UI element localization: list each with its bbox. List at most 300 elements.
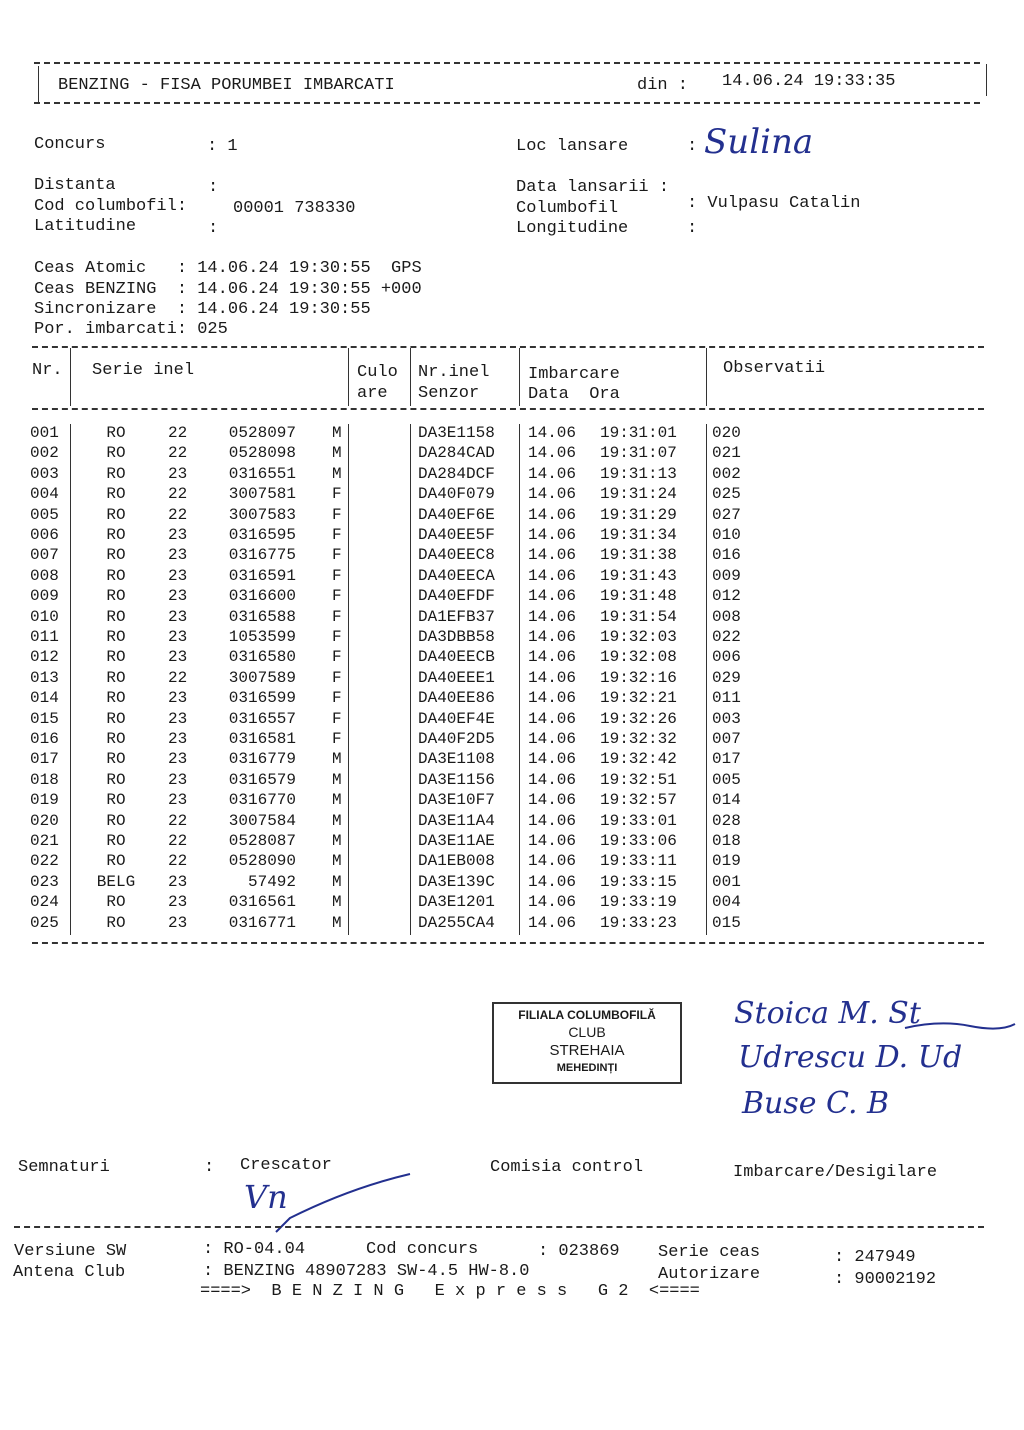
cell-tara: RO — [106, 689, 126, 708]
row-separator — [70, 608, 71, 629]
ceas-benzing-line: Ceas BENZING : 14.06.24 19:30:55 +000 — [34, 280, 422, 299]
cell-senzor: DA3E1201 — [418, 893, 495, 912]
row-separator — [706, 730, 707, 751]
row-separator — [706, 791, 707, 812]
cell-obs: 017 — [712, 750, 741, 769]
concurs-value: : 1 — [207, 137, 238, 156]
row-separator — [348, 424, 349, 445]
cell-data: 14.06 — [528, 893, 577, 912]
row-separator — [706, 424, 707, 445]
table-row — [0, 791, 1000, 811]
row-separator — [410, 771, 411, 792]
row-separator — [70, 689, 71, 710]
distanta-label: Distanta — [34, 176, 116, 195]
cell-sex: F — [332, 668, 342, 687]
cell-obs: 001 — [712, 872, 741, 891]
cell-sex: M — [332, 750, 342, 769]
cell-sex: M — [332, 444, 342, 463]
row-separator — [706, 526, 707, 547]
semnaturi-sep: : — [204, 1158, 215, 1177]
cell-obs: 007 — [712, 730, 741, 748]
cell-obs: 008 — [712, 607, 741, 626]
longitudine-sep: : — [687, 219, 698, 238]
row-separator — [519, 750, 520, 771]
row-separator — [348, 750, 349, 771]
cell-ora: 19:31:07 — [600, 444, 677, 463]
cell-senzor: DA40EF6E — [418, 505, 495, 524]
cell-ora: 19:32:03 — [600, 628, 677, 646]
cell-obs: 006 — [712, 648, 741, 667]
cell-obs: 021 — [712, 444, 741, 463]
row-separator — [410, 587, 411, 608]
cell-obs: 015 — [712, 913, 741, 932]
cell-senzor: DA1EB008 — [418, 852, 495, 871]
row-separator — [706, 832, 707, 853]
cell-inel: 0316588 — [228, 607, 296, 626]
table-row — [0, 710, 1000, 730]
cell-data: 14.06 — [528, 770, 577, 789]
cell-senzor: DA3E11AE — [418, 832, 495, 850]
col-header-imbarcare-2: Data Ora — [528, 385, 620, 404]
cell-tara: RO — [106, 505, 126, 524]
cell-senzor: DA40EEE1 — [418, 668, 495, 687]
cell-tara: RO — [106, 791, 126, 810]
cell-an: 23 — [168, 770, 188, 789]
cell-obs: 011 — [712, 689, 741, 708]
row-separator — [410, 526, 411, 547]
header-bottom-border — [34, 102, 980, 104]
cod-columbofil-value: 00001 738330 — [233, 199, 356, 218]
imbarcare-desigilare-label: Imbarcare/Desigilare — [733, 1163, 938, 1182]
cell-obs: 018 — [712, 832, 741, 850]
row-separator — [348, 648, 349, 669]
row-separator — [519, 465, 520, 486]
cell-nr: 016 — [30, 730, 59, 748]
header-top-border — [34, 62, 980, 64]
latitudine-label: Latitudine — [34, 217, 137, 236]
cell-an: 23 — [168, 689, 188, 708]
row-separator — [410, 669, 411, 690]
row-separator — [348, 526, 349, 547]
cell-data: 14.06 — [528, 791, 577, 810]
table-row — [0, 812, 1000, 832]
cell-ora: 19:33:01 — [600, 811, 677, 830]
cod-concurs-value: : 023869 — [538, 1242, 620, 1261]
col-header-nr: Nr. — [32, 361, 63, 380]
cell-an: 23 — [168, 648, 188, 667]
cell-inel: 0316551 — [228, 464, 296, 483]
cell-data: 14.06 — [528, 505, 577, 524]
cell-tara: RO — [106, 648, 126, 667]
cell-nr: 001 — [30, 424, 59, 442]
row-separator — [70, 546, 71, 567]
row-separator — [519, 628, 520, 649]
cell-senzor: DA40EEC8 — [418, 546, 495, 565]
cell-data: 14.06 — [528, 464, 577, 483]
row-separator — [70, 873, 71, 894]
row-separator — [70, 506, 71, 527]
cell-tara: RO — [106, 852, 126, 871]
cell-an: 22 — [168, 832, 188, 850]
row-separator — [410, 608, 411, 629]
table-bottom-border — [32, 942, 984, 944]
row-separator — [348, 506, 349, 527]
cell-obs: 003 — [712, 709, 741, 728]
cell-tara: RO — [106, 832, 126, 850]
table-row — [0, 669, 1000, 689]
table-row — [0, 546, 1000, 566]
row-separator — [410, 852, 411, 873]
cell-senzor: DA3E139C — [418, 872, 495, 891]
cell-tara: RO — [106, 750, 126, 769]
concurs-label: Concurs — [34, 135, 106, 154]
cell-ora: 19:32:42 — [600, 750, 677, 769]
cod-concurs-label: Cod concurs — [366, 1240, 479, 1259]
cell-inel: 0316775 — [228, 546, 296, 565]
cell-ora: 19:32:57 — [600, 791, 677, 810]
cell-senzor: DA3E1158 — [418, 424, 495, 442]
cell-senzor: DA3DBB58 — [418, 628, 495, 646]
row-separator — [70, 771, 71, 792]
row-separator — [410, 791, 411, 812]
antena-label: Antena Club — [13, 1263, 126, 1282]
autorizare-value: : 90002192 — [834, 1270, 937, 1289]
row-separator — [706, 485, 707, 506]
cell-ora: 19:32:21 — [600, 689, 677, 708]
row-separator — [706, 506, 707, 527]
header-din-label: din : — [637, 76, 689, 95]
cell-tara: RO — [106, 424, 126, 442]
cell-sex: F — [332, 607, 342, 626]
cell-ora: 19:32:26 — [600, 709, 677, 728]
loc-lansare-label: Loc lansare — [516, 137, 629, 156]
cell-ora: 19:31:38 — [600, 546, 677, 565]
row-separator — [410, 465, 411, 486]
row-separator — [410, 689, 411, 710]
cell-data: 14.06 — [528, 689, 577, 708]
cell-data: 14.06 — [528, 872, 577, 891]
cell-tara: RO — [106, 485, 126, 504]
table-row — [0, 750, 1000, 770]
cell-senzor: DA284DCF — [418, 464, 495, 483]
row-separator — [410, 546, 411, 567]
row-separator — [706, 608, 707, 629]
cell-data: 14.06 — [528, 750, 577, 769]
longitudine-label: Longitudine — [516, 219, 629, 238]
row-separator — [706, 750, 707, 771]
cell-sex: F — [332, 730, 342, 748]
row-separator — [519, 546, 520, 567]
row-separator — [519, 608, 520, 629]
row-separator — [706, 852, 707, 873]
cell-nr: 022 — [30, 852, 59, 871]
row-separator — [519, 852, 520, 873]
cell-sex: F — [332, 587, 342, 606]
cell-sex: M — [332, 852, 342, 871]
cell-an: 23 — [168, 607, 188, 626]
row-separator — [519, 791, 520, 812]
cell-nr: 005 — [30, 505, 59, 524]
row-separator — [519, 812, 520, 833]
table-sep-culoare — [410, 348, 411, 406]
stamp-line-4: MEHEDINȚI — [556, 1062, 618, 1074]
cell-nr: 019 — [30, 791, 59, 810]
cell-sex: F — [332, 546, 342, 565]
signature-crescator: Vn — [244, 1178, 288, 1216]
cell-data: 14.06 — [528, 648, 577, 667]
cell-sex: F — [332, 526, 342, 544]
cell-ora: 19:32:32 — [600, 730, 677, 748]
header-din-value: 14.06.24 19:33:35 — [722, 72, 896, 91]
cell-sex: M — [332, 464, 342, 483]
signature-underline — [900, 1016, 1020, 1036]
cell-sex: F — [332, 628, 342, 646]
row-separator — [410, 506, 411, 527]
cell-data: 14.06 — [528, 424, 577, 442]
cell-ora: 19:33:11 — [600, 852, 677, 871]
cell-tara: RO — [106, 893, 126, 912]
cell-tara: RO — [106, 566, 126, 585]
cell-data: 14.06 — [528, 668, 577, 687]
row-separator — [70, 669, 71, 690]
cell-sex: M — [332, 893, 342, 912]
row-separator — [519, 648, 520, 669]
columbofil-label: Columbofil — [516, 199, 619, 218]
cell-senzor: DA40F2D5 — [418, 730, 495, 748]
cell-ora: 19:33:19 — [600, 893, 677, 912]
distanta-sep: : — [208, 178, 219, 197]
cell-data: 14.06 — [528, 730, 577, 748]
row-separator — [519, 873, 520, 894]
cell-sex: F — [332, 689, 342, 708]
cell-an: 22 — [168, 424, 188, 442]
cell-obs: 002 — [712, 464, 741, 483]
cell-senzor: DA40EECA — [418, 566, 495, 585]
row-separator — [519, 424, 520, 445]
row-separator — [706, 669, 707, 690]
stamp-line-1: FILIALA COLUMBOFILĂ — [518, 1008, 656, 1022]
cell-tara: RO — [106, 730, 126, 748]
cell-sex: M — [332, 913, 342, 932]
footer-separator — [14, 1226, 984, 1228]
cell-inel: 0316600 — [228, 587, 296, 606]
row-separator — [348, 546, 349, 567]
row-separator — [70, 485, 71, 506]
cell-obs: 025 — [712, 485, 741, 504]
cell-obs: 004 — [712, 893, 741, 912]
row-separator — [348, 628, 349, 649]
cell-obs: 027 — [712, 505, 741, 524]
row-separator — [519, 669, 520, 690]
row-separator — [70, 710, 71, 731]
cell-inel: 3007583 — [228, 505, 296, 524]
cell-an: 23 — [168, 893, 188, 912]
row-separator — [410, 628, 411, 649]
cell-obs: 019 — [712, 852, 741, 871]
cell-sex: F — [332, 566, 342, 585]
row-separator — [410, 914, 411, 935]
loc-lansare-sep: : — [687, 137, 698, 156]
row-separator — [519, 587, 520, 608]
cell-nr: 020 — [30, 811, 59, 830]
table-row — [0, 567, 1000, 587]
row-separator — [410, 750, 411, 771]
row-separator — [519, 526, 520, 547]
row-separator — [70, 444, 71, 465]
cell-senzor: DA3E1156 — [418, 770, 495, 789]
row-separator — [70, 730, 71, 751]
table-row — [0, 526, 1000, 546]
cell-ora: 19:31:01 — [600, 424, 677, 442]
cell-sex: F — [332, 485, 342, 504]
cell-nr: 018 — [30, 770, 59, 789]
table-header-bottom-border — [32, 408, 984, 410]
table-row — [0, 771, 1000, 791]
table-row — [0, 648, 1000, 668]
cell-sex: M — [332, 832, 342, 850]
cell-an: 23 — [168, 730, 188, 748]
cell-tara: RO — [106, 546, 126, 565]
cell-senzor: DA3E11A4 — [418, 811, 495, 830]
cell-obs: 009 — [712, 566, 741, 585]
cell-data: 14.06 — [528, 444, 577, 463]
table-sep-imbarcare — [706, 348, 707, 406]
table-row — [0, 424, 1000, 444]
row-separator — [706, 771, 707, 792]
cell-data: 14.06 — [528, 587, 577, 606]
col-header-observatii: Observatii — [723, 359, 826, 378]
stamp-line-2: CLUB — [568, 1024, 606, 1040]
cell-senzor: DA40EF4E — [418, 709, 495, 728]
cell-tara: RO — [106, 444, 126, 463]
row-separator — [519, 710, 520, 731]
cell-an: 23 — [168, 913, 188, 932]
cell-ora: 19:31:29 — [600, 505, 677, 524]
cell-senzor: DA40EFDF — [418, 587, 495, 606]
row-separator — [706, 628, 707, 649]
cell-an: 22 — [168, 852, 188, 871]
row-separator — [348, 914, 349, 935]
cell-an: 23 — [168, 750, 188, 769]
row-separator — [706, 567, 707, 588]
serie-ceas-value: : 247949 — [834, 1248, 916, 1267]
row-separator — [519, 914, 520, 935]
cell-tara: RO — [106, 709, 126, 728]
row-separator — [410, 485, 411, 506]
versiune-value: : RO-04.04 — [203, 1240, 306, 1259]
cell-inel: 0316581 — [228, 730, 296, 748]
cell-data: 14.06 — [528, 546, 577, 565]
cell-obs: 022 — [712, 628, 741, 646]
cell-data: 14.06 — [528, 628, 577, 646]
row-separator — [348, 444, 349, 465]
row-separator — [519, 689, 520, 710]
table-row — [0, 832, 1000, 852]
signature-buse: Buse C. B — [742, 1086, 890, 1121]
por-imbarcati-line: Por. imbarcati: 025 — [34, 320, 228, 339]
cell-an: 23 — [168, 628, 188, 646]
cell-ora: 19:33:06 — [600, 832, 677, 850]
cell-ora: 19:32:51 — [600, 770, 677, 789]
row-separator — [519, 832, 520, 853]
row-separator — [410, 444, 411, 465]
antena-value: : BENZING 48907283 SW-4.5 HW-8.0 — [203, 1262, 530, 1281]
serie-ceas-label: Serie ceas — [658, 1243, 761, 1262]
row-separator — [519, 485, 520, 506]
table-row — [0, 730, 1000, 750]
cell-ora: 19:32:08 — [600, 648, 677, 667]
table-top-border — [32, 346, 984, 348]
col-header-serie: Serie inel — [92, 361, 195, 380]
cell-inel: 0528087 — [228, 832, 296, 850]
cell-obs: 020 — [712, 424, 741, 442]
row-separator — [348, 791, 349, 812]
cell-nr: 002 — [30, 444, 59, 463]
row-separator — [410, 710, 411, 731]
cell-senzor: DA255CA4 — [418, 913, 495, 932]
cell-inel: 0316557 — [228, 709, 296, 728]
cell-tara: RO — [106, 770, 126, 789]
row-separator — [348, 710, 349, 731]
row-separator — [706, 893, 707, 914]
row-separator — [348, 465, 349, 486]
cell-nr: 014 — [30, 689, 59, 708]
club-stamp — [492, 1002, 682, 1084]
row-separator — [410, 567, 411, 588]
row-separator — [348, 689, 349, 710]
cell-inel: 0316579 — [228, 770, 296, 789]
row-separator — [70, 812, 71, 833]
row-separator — [70, 648, 71, 669]
row-separator — [706, 914, 707, 935]
cell-senzor: DA40F079 — [418, 485, 495, 504]
header-left-border — [38, 66, 39, 102]
cell-inel: 0316771 — [228, 913, 296, 932]
cell-nr: 024 — [30, 893, 59, 912]
col-header-imbarcare-1: Imbarcare — [528, 365, 620, 384]
stamp-line-3: STREHAIA — [549, 1042, 625, 1059]
cell-sex: M — [332, 424, 342, 442]
row-separator — [70, 526, 71, 547]
cell-sex: F — [332, 709, 342, 728]
cell-inel: 0316580 — [228, 648, 296, 667]
row-separator — [348, 730, 349, 751]
row-separator — [348, 832, 349, 853]
cell-tara: RO — [106, 464, 126, 483]
row-separator — [706, 465, 707, 486]
cell-sex: F — [332, 648, 342, 667]
cod-columbofil-label: Cod columbofil: — [34, 197, 188, 216]
cell-an: 22 — [168, 444, 188, 463]
signature-stoica: Stoica M. St — [734, 996, 921, 1031]
cell-nr: 013 — [30, 668, 59, 687]
cell-nr: 003 — [30, 464, 59, 483]
cell-inel: 0316591 — [228, 566, 296, 585]
cell-inel: 0316561 — [228, 893, 296, 912]
row-separator — [519, 444, 520, 465]
row-separator — [410, 893, 411, 914]
row-separator — [410, 648, 411, 669]
cell-senzor: DA1EFB37 — [418, 607, 495, 626]
row-separator — [706, 648, 707, 669]
cell-inel: 57492 — [247, 872, 296, 891]
table-sep-serie — [348, 348, 349, 406]
cell-tara: RO — [106, 526, 126, 544]
semnaturi-label: Semnaturi — [18, 1158, 110, 1177]
loc-lansare-handwritten: Sulina — [704, 122, 814, 162]
cell-nr: 008 — [30, 566, 59, 585]
table-row — [0, 485, 1000, 505]
